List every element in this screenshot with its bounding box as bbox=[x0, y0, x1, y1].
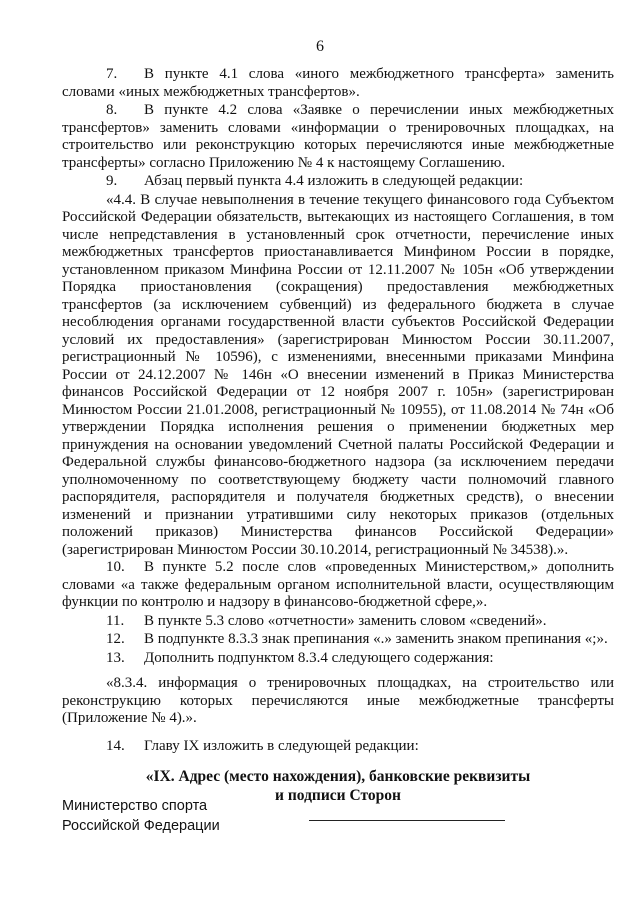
paragraph-text: Абзац первый пункта 4.4 изложить в следующей редакции: bbox=[144, 173, 524, 189]
quoted-clause-4-4: «4.4. В случае невыполнения в течение текущего финансового года Субъектом Российской Федерации обязательств, вытекающих из настоящего Соглашения, в том числе непредставления в установленный срок отчетности, перечисление иных межбюджетных трансфертов приостанавливается Минфином России в порядке, установленном приказом Минфина России от 12.11.2007 № 105н «Об утверждении Порядка приостановления (сокращения) предоставления межбюджетных трансфертов (за исключением субвенций) из федерального бюджета в случае несоблюдения органами государственной власти субъектов Российской Федерации условий их предоставления» (зарегистрирован Минюстом России 30.11.2007, регистрационный № 10596), с изменениями, внесенными приказами Минфина России от 24.12.2007 № 146н «О внесении изменений в Приказ Министерства финансов Российской Федерации от 12 ноября 2007 г. 105н» (зарегистрирован Минюстом России 21.01.2008, регистрационный № 10955), от 11.08.2014 № 74н «Об утверждении Порядка исполнения решения о применении бюджетных мер принуждения на основании уведомлений Счетной палаты Российской Федерации и Федеральной службы финансово-бюджетного надзора (за исключением передачи уполномоченному по соответствующему бюджету части полномочий главного распорядителя, распорядителя и получателя бюджетных средств), о внесении изменений и признании утратившими силу некоторых приказов (отдельных положений приказов) Министерства финансов Российской Федерации» (зарегистрирован Минюстом России 30.10.2014, регистрационный № 34538).». bbox=[62, 191, 614, 558]
paragraph-11 bbox=[62, 613, 614, 631]
paragraph-text: В пункте 4.2 слова «Заявке о перечислении иных межбюджетных трансфертов» заменить словами «информации о тренировочных площадках, на строительство или реконструкцию которых перечисляются иные межбюджетные трансферты» согласно Приложению № 4 к настоящему Соглашению. bbox=[62, 102, 614, 171]
paragraph-13 bbox=[62, 650, 614, 668]
paragraph-7 bbox=[62, 66, 614, 101]
paragraph-9 bbox=[62, 173, 614, 191]
paragraph-12 bbox=[62, 631, 614, 649]
heading-line-1: «IX. Адрес (место нахождения), банковские реквизиты bbox=[145, 768, 531, 785]
paragraph-number: 13. bbox=[106, 649, 125, 666]
paragraph-number: 14. bbox=[106, 737, 125, 754]
signature-block bbox=[62, 796, 614, 856]
page-number: 6 bbox=[316, 38, 324, 55]
heading-line-2: и подписи Сторон bbox=[275, 787, 401, 804]
paragraph-10 bbox=[62, 559, 614, 612]
paragraph-text: В пункте 5.3 слово «отчетности» заменить словом «сведений». bbox=[144, 612, 547, 629]
signatory-line-2: Российской Федерации bbox=[62, 818, 220, 834]
signature-line bbox=[309, 820, 505, 821]
paragraph-number: 11. bbox=[106, 612, 125, 629]
quoted-clause-8-3-4: «8.3.4. информация о тренировочных площадках, на строительство или реконструкцию которых перечисляются иные межбюджетные трансферты (Приложение № 4).». bbox=[62, 675, 614, 726]
signatory-name bbox=[62, 796, 220, 836]
paragraph-text: В пункте 4.1 слова «иного межбюджетного трансферта» заменить словами «иных межбюджетных трансфертов». bbox=[62, 66, 614, 100]
paragraph-text: В подпункте 8.3.3 знак препинания «.» заменить знаком препинания «;». bbox=[144, 631, 608, 647]
paragraph-14 bbox=[62, 738, 614, 756]
paragraph-number: 9. bbox=[106, 173, 118, 189]
paragraph-8 bbox=[62, 102, 614, 172]
paragraph-number: 7. bbox=[106, 66, 118, 82]
paragraph-number: 12. bbox=[106, 631, 125, 647]
paragraph-text: Главу IX изложить в следующей редакции: bbox=[144, 737, 419, 754]
paragraph-text: Дополнить подпунктом 8.3.4 следующего содержания: bbox=[144, 649, 494, 666]
document-body bbox=[62, 66, 614, 805]
signatory-line-1: Министерство спорта bbox=[62, 798, 208, 814]
paragraph-text: В пункте 5.2 после слов «проведенных Министерством,» дополнить словами «а также федеральным органом исполнительной власти, осуществляющим функции по контролю и надзору в финансово-бюджетной сфере,». bbox=[62, 559, 614, 610]
paragraph-number: 8. bbox=[106, 102, 118, 118]
paragraph-number: 10. bbox=[106, 559, 125, 575]
